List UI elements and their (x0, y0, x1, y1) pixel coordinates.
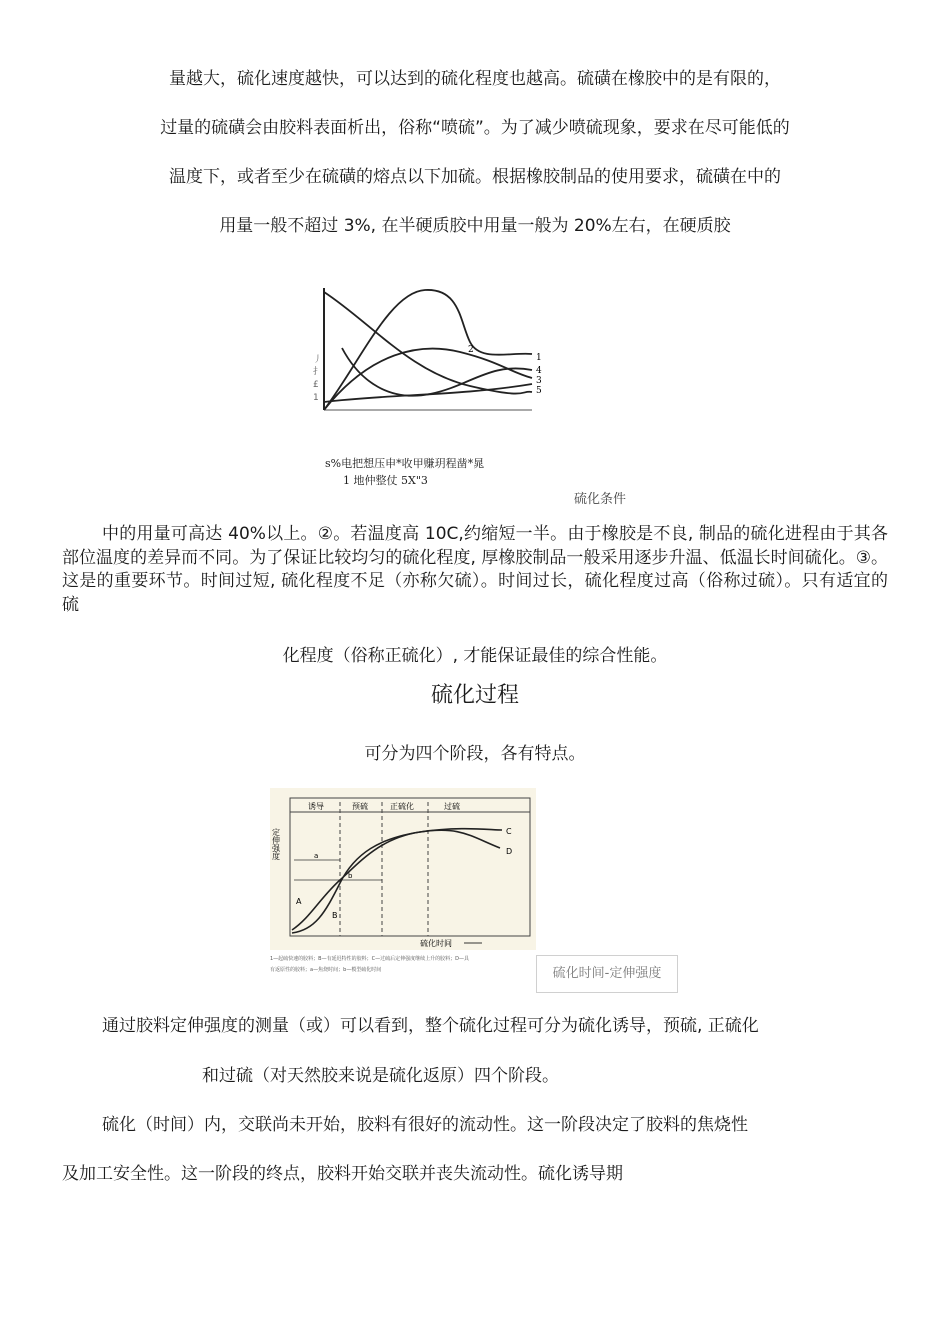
point-label-d: D (506, 847, 513, 856)
cure-time-modulus-figure (270, 788, 536, 954)
cure-time-modulus-plot (270, 788, 536, 950)
curve-3 (324, 349, 532, 410)
curve-label-3: 3 (536, 376, 542, 386)
text-line-1: 量越大，硫化速度越快，可以达到的硫化程度也越高。硫磺在橡胶中的是有限的， (169, 69, 781, 89)
curve-label-4: 4 (536, 366, 542, 376)
zone-label-induction: 诱导 (308, 802, 324, 811)
paragraph-curing-temperature: 中的用量可高达 40%以上。②。若温度高 10C,约缩短一半。由于橡胶是不良, 制品的硫化进程由于其各部位温度的差异而不同。为了保证比较均匀的硫化程度, 厚橡胶制品一般采用逐步升温、低温长时间硫化。③。这是的重要环节。时间过短, 硫化程度不足（亦称欠硫）。时间过长，硫化程度过高（俗称过硫）。只有适宜的硫 (62, 524, 888, 615)
text-line-optimum-cure: 化程度（俗称正硫化）, 才能保证最佳的综合性能。 (282, 646, 668, 666)
zone-label-precure: 预硫 (352, 802, 368, 811)
axis-char-1: 丿 (313, 355, 323, 365)
figure2-footnote-line2: 有返原性的胶料；a—焦烧时间；b—模型硫化时间 (270, 967, 382, 973)
curve-label-5: 5 (536, 386, 542, 396)
figure1-title: 硫化条件 (574, 492, 627, 507)
axis-char-4: 1 (313, 393, 319, 403)
vulcanization-conditions-figure (310, 282, 550, 421)
text-line-stages-1: 通过胶料定伸强度的测量（或）可以看到，整个硫化过程可分为硫化诱导，预硫, 正硫化 (102, 1016, 759, 1036)
curve-label-1: 1 (536, 353, 542, 363)
curve-label-2: 2 (468, 345, 474, 355)
y-axis-label: 定伸强度 (271, 828, 281, 860)
zone-label-optimum: 正硫化 (390, 802, 414, 811)
point-label-b-lower: b (348, 872, 353, 880)
text-line-induction-1: 硫化（时间）内，交联尚未开始，胶料有很好的流动性。这一阶段决定了胶料的焦烧性 (102, 1115, 748, 1135)
text-line-stages-2: 和过硫（对天然胶来说是硫化返原）四个阶段。 (202, 1066, 559, 1086)
x-axis-label: 硫化时间 (420, 939, 452, 948)
vulcanization-conditions-plot (310, 282, 550, 417)
zone-label-overcure: 过硫 (444, 802, 460, 811)
figure2-footnote-line1: 1—起硫快速的胶料；B—有延迟特性的胶料；C—过硫后定伸强度继续上升的胶料；D—具 (270, 956, 469, 962)
text-line-2: 过量的硫磺会由胶料表面析出，俗称“喷硫”。为了减少喷硫现象，要求在尽可能低的 (160, 118, 790, 138)
point-label-a-upper: A (296, 897, 302, 906)
text-line-3: 温度下，或者至少在硫磺的熔点以下加硫。根据橡胶制品的使用要求，硫磺在中的 (169, 167, 781, 187)
text-line-induction-2: 及加工安全性。这一阶段的终点，胶料开始交联并丧失流动性。硫化诱导期 (62, 1164, 623, 1184)
section-heading: 硫化过程 (430, 683, 519, 708)
axis-char-3: £ (313, 380, 319, 390)
section-intro: 可分为四个阶段，各有特点。 (364, 744, 586, 764)
point-label-c: C (506, 827, 512, 836)
figure1-caption-line2: 1 地仲整仗 5X"3 (343, 474, 428, 487)
axis-char-2: 扌 (313, 367, 323, 377)
figure2-title: 硫化时间-定伸强度 (536, 955, 678, 993)
point-label-b-upper: B (332, 911, 338, 920)
figure1-caption-line1: s%电把想压申*收甲赚玥程凿*晁 (325, 457, 485, 470)
text-line-4: 用量一般不超过 3%, 在半硬质胶中用量一般为 20%左右，在硬质胶 (219, 216, 731, 236)
point-label-a-lower: a (314, 852, 319, 860)
